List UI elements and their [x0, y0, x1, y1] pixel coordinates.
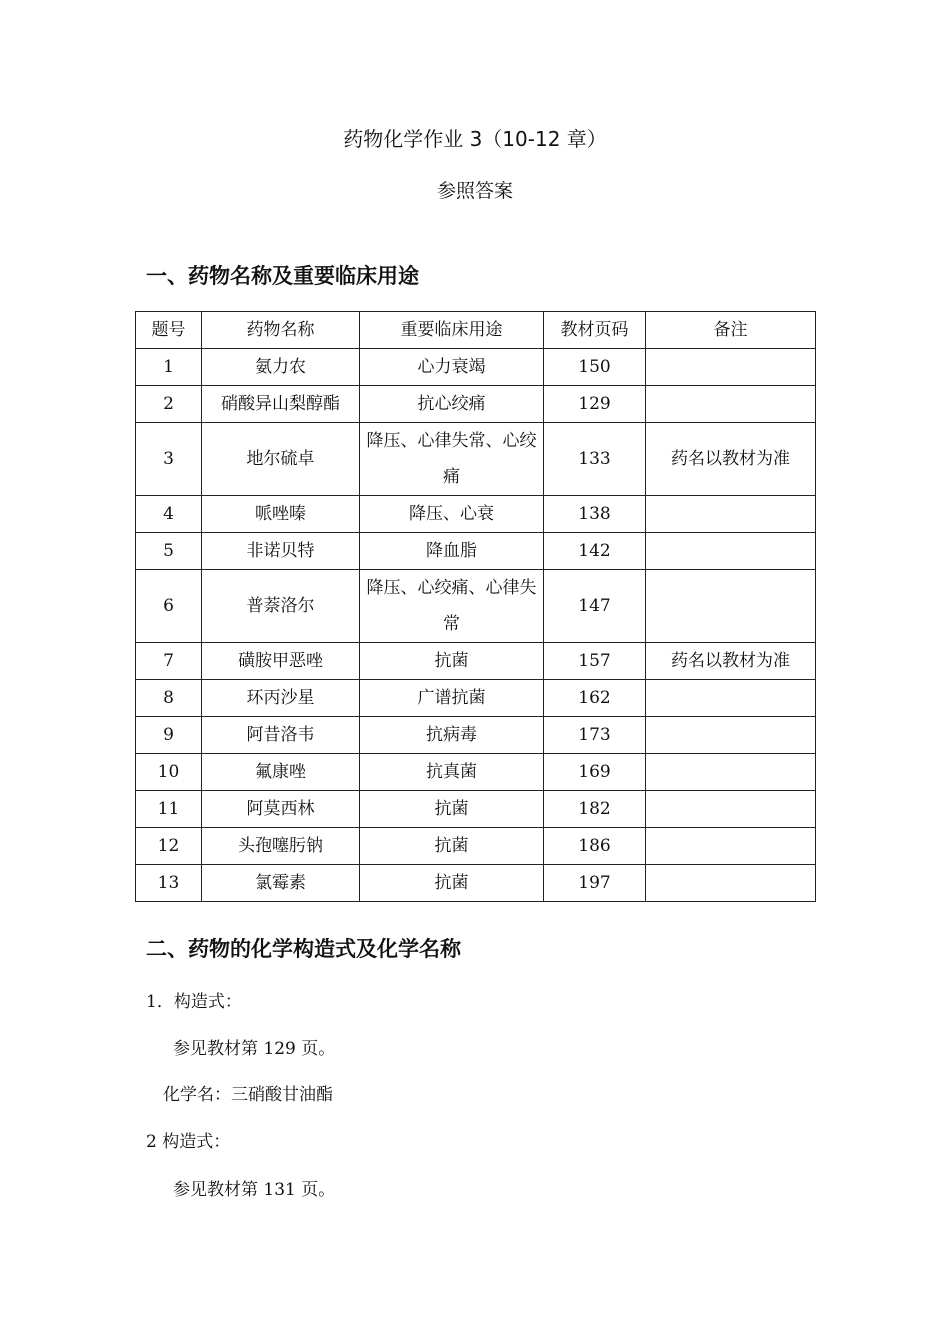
cell-remarks — [646, 533, 816, 570]
table-row — [136, 349, 816, 386]
cell-page: 133 — [544, 423, 646, 496]
cell-remarks — [646, 791, 816, 828]
cell-drug-name: 非诺贝特 — [202, 533, 360, 570]
header-cell-number: 题号 — [136, 312, 202, 349]
header-cell-page: 教材页码 — [544, 312, 646, 349]
header-cell-clinical-use: 重要临床用途 — [360, 312, 544, 349]
cell-number: 13 — [136, 865, 202, 902]
cell-drug-name: 阿昔洛韦 — [202, 717, 360, 754]
cell-clinical-use: 降血脂 — [360, 533, 544, 570]
table-row — [136, 865, 816, 902]
section-2-heading: 二、药物的化学构造式及化学名称 — [146, 937, 461, 961]
table-row — [136, 717, 816, 754]
cell-remarks — [646, 570, 816, 643]
cell-page: 142 — [544, 533, 646, 570]
cell-page: 150 — [544, 349, 646, 386]
cell-number: 2 — [136, 386, 202, 423]
table-row — [136, 570, 816, 643]
cell-clinical-use: 抗菌 — [360, 865, 544, 902]
cell-page: 173 — [544, 717, 646, 754]
cell-number: 12 — [136, 828, 202, 865]
cell-number: 5 — [136, 533, 202, 570]
cell-number: 8 — [136, 680, 202, 717]
cell-clinical-use: 抗真菌 — [360, 754, 544, 791]
cell-number: 9 — [136, 717, 202, 754]
paragraph-chemical-name-1: 化学名：三硝酸甘油酯 — [163, 1085, 333, 1105]
cell-page: 162 — [544, 680, 646, 717]
table-row — [136, 828, 816, 865]
section-1-heading: 一、药物名称及重要临床用途 — [146, 264, 419, 288]
cell-clinical-use: 抗菌 — [360, 791, 544, 828]
table-header-row — [136, 312, 816, 349]
document-title: 药物化学作业 3（10-12 章） — [343, 127, 607, 151]
cell-page: 147 — [544, 570, 646, 643]
header-cell-drug-name: 药物名称 — [202, 312, 360, 349]
cell-remarks: 药名以教材为准 — [646, 423, 816, 496]
cell-drug-name: 普萘洛尔 — [202, 570, 360, 643]
cell-clinical-use: 抗心绞痛 — [360, 386, 544, 423]
cell-remarks — [646, 828, 816, 865]
cell-drug-name: 氟康唑 — [202, 754, 360, 791]
cell-number: 11 — [136, 791, 202, 828]
cell-page: 186 — [544, 828, 646, 865]
cell-number: 1 — [136, 349, 202, 386]
cell-number: 10 — [136, 754, 202, 791]
cell-remarks: 药名以教材为准 — [646, 643, 816, 680]
paragraph-reference-1: 参见教材第 129 页。 — [173, 1039, 336, 1059]
cell-number: 7 — [136, 643, 202, 680]
cell-drug-name: 硝酸异山梨醇酯 — [202, 386, 360, 423]
drug-table — [135, 311, 816, 902]
cell-drug-name: 磺胺甲恶唑 — [202, 643, 360, 680]
cell-number: 6 — [136, 570, 202, 643]
cell-number: 4 — [136, 496, 202, 533]
table-body — [136, 349, 816, 902]
cell-drug-name: 氯霉素 — [202, 865, 360, 902]
cell-clinical-use: 广谱抗菌 — [360, 680, 544, 717]
cell-clinical-use: 抗菌 — [360, 643, 544, 680]
cell-drug-name: 头孢噻肟钠 — [202, 828, 360, 865]
cell-page: 138 — [544, 496, 646, 533]
cell-number: 3 — [136, 423, 202, 496]
table-row — [136, 680, 816, 717]
cell-remarks — [646, 865, 816, 902]
paragraph-structure-2: 2 构造式： — [146, 1132, 231, 1152]
cell-clinical-use: 抗病毒 — [360, 717, 544, 754]
cell-drug-name: 地尔硫卓 — [202, 423, 360, 496]
paragraph-structure-1: 1．构造式： — [146, 992, 242, 1012]
cell-clinical-use: 心力衰竭 — [360, 349, 544, 386]
table-row — [136, 496, 816, 533]
cell-drug-name: 阿莫西林 — [202, 791, 360, 828]
table-row — [136, 386, 816, 423]
table-row — [136, 754, 816, 791]
table-row — [136, 643, 816, 680]
table-row — [136, 791, 816, 828]
paragraph-reference-2: 参见教材第 131 页。 — [173, 1180, 336, 1200]
cell-remarks — [646, 754, 816, 791]
cell-remarks — [646, 680, 816, 717]
cell-page: 182 — [544, 791, 646, 828]
cell-page: 197 — [544, 865, 646, 902]
table-row — [136, 423, 816, 496]
cell-clinical-use: 降压、心衰 — [360, 496, 544, 533]
cell-remarks — [646, 717, 816, 754]
document-subtitle: 参照答案 — [436, 180, 513, 202]
table-row — [136, 533, 816, 570]
cell-drug-name: 环丙沙星 — [202, 680, 360, 717]
cell-remarks — [646, 349, 816, 386]
cell-drug-name: 哌唑嗪 — [202, 496, 360, 533]
cell-clinical-use: 降压、心律失常、心绞痛 — [360, 423, 544, 496]
cell-remarks — [646, 386, 816, 423]
cell-page: 129 — [544, 386, 646, 423]
header-cell-remarks: 备注 — [646, 312, 816, 349]
cell-drug-name: 氨力农 — [202, 349, 360, 386]
cell-page: 157 — [544, 643, 646, 680]
cell-clinical-use: 抗菌 — [360, 828, 544, 865]
cell-remarks — [646, 496, 816, 533]
cell-clinical-use: 降压、心绞痛、心律失常 — [360, 570, 544, 643]
cell-page: 169 — [544, 754, 646, 791]
